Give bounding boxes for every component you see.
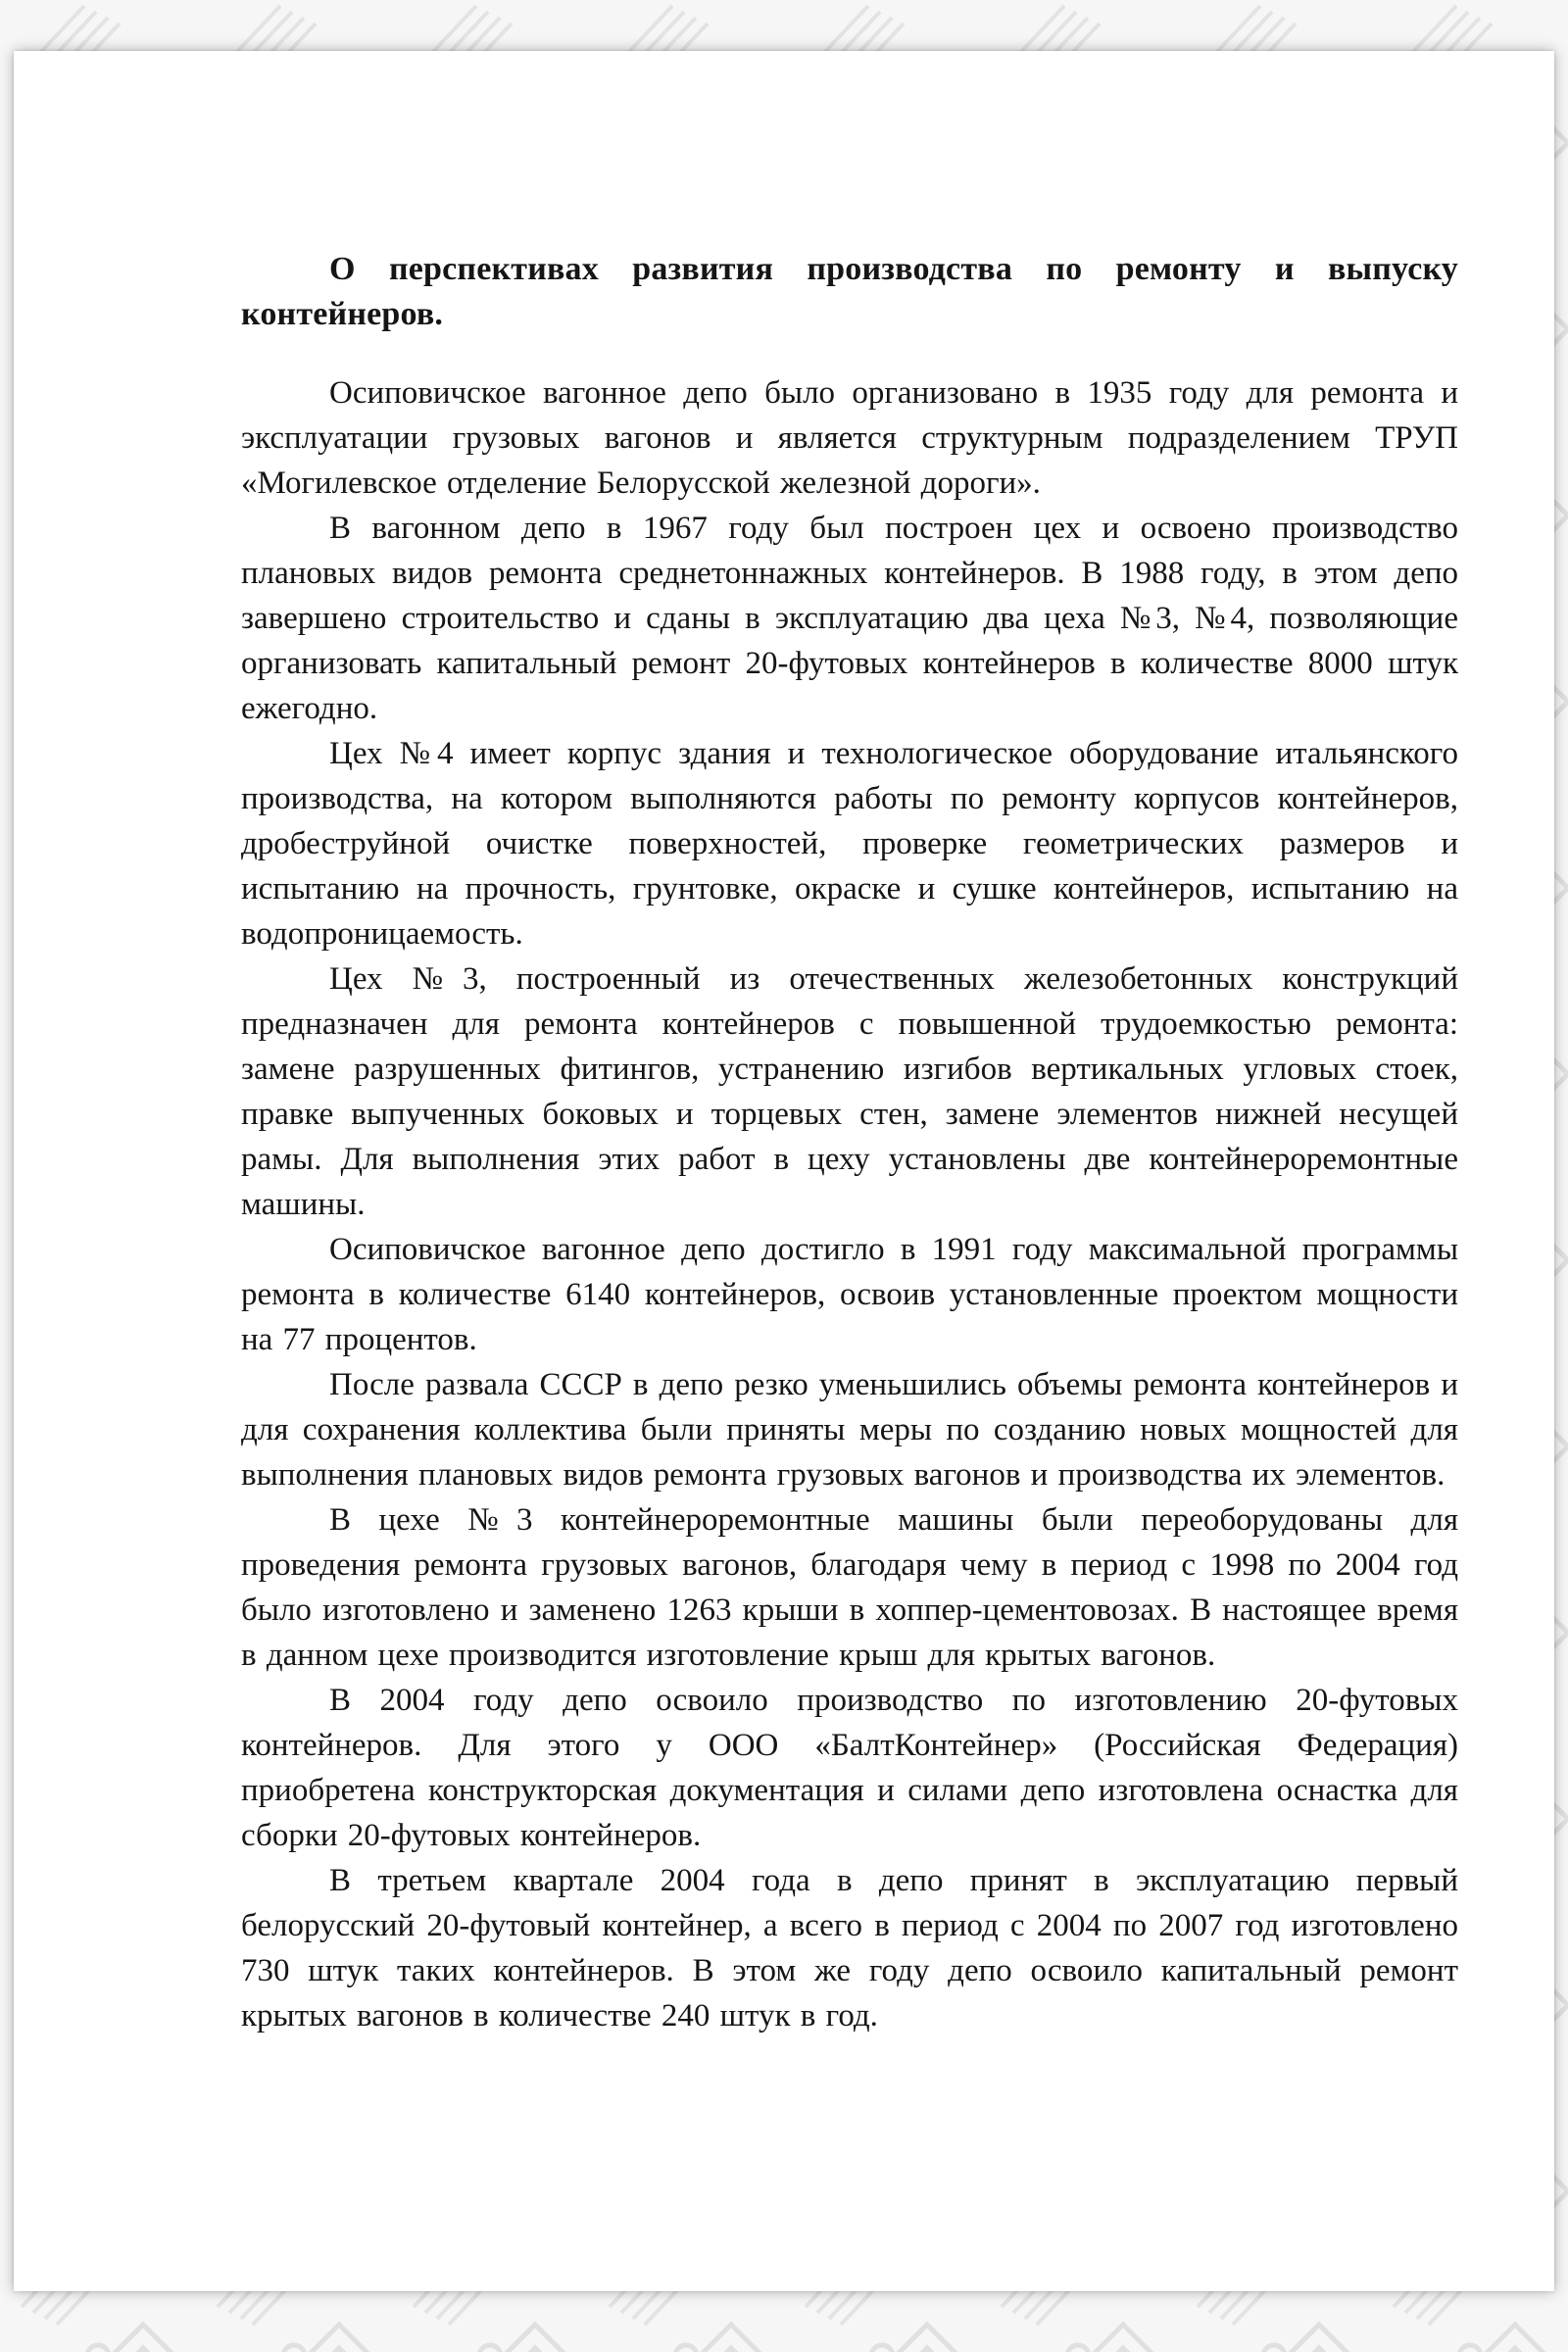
paragraph-workshop-3: Цех №3, построенный из отечественных железобетонных конструкций предназначен для ремонта контейнеров с повышенной трудоемкостью ремонта: замене разрушенных фитингов, устранению изгибов вертикальных угловых стоек, правке выпученных боковых и торцевых стен, замене элементов нижней несущей рамы. Для выполнения этих работ в цеху установлены две контейнероремонтные машины. <box>241 961 1458 1222</box>
document-body <box>241 370 1458 2038</box>
paragraph-after-ussr: После развала СССР в депо резко уменьшились объемы ремонта контейнеров и для сохранения коллектива были приняты меры по созданию новых мощностей для выполнения плановых видов ремонта грузовых вагонов и производства их элементов. <box>241 1367 1458 1493</box>
document-title: О перспективах развития производства по ремонту и выпуску контейнеров. <box>241 251 1458 332</box>
document-page <box>14 51 1554 2291</box>
paragraph-depot-founding: Осиповичское вагонное депо было организовано в 1935 году для ремонта и эксплуатации грузовых вагонов и является структурным подразделением ТРУП «Могилевское отделение Белорусской железной дороги». <box>241 375 1458 501</box>
paragraph-workshops-built: В вагонном депо в 1967 году был построен цех и освоено производство плановых видов ремонта среднетоннажных контейнеров. В 1988 году, в этом депо завершено строительство и сданы в эксплуатацию два цеха №3, №4, позволяющие организовать капитальный ремонт 20-футовых контейнеров в количестве 8000 штук ежегодно. <box>241 511 1458 726</box>
paragraph-1991-record: Осиповичское вагонное депо достигло в 1991 году максимальной программы ремонта в количестве 6140 контейнеров, освоив установленные проектом мощности на 77 процентов. <box>241 1232 1458 1357</box>
paragraph-roof-production: В цехе №3 контейнероремонтные машины были переоборудованы для проведения ремонта грузовых вагонов, благодаря чему в период с 1998 по 2004 год было изготовлено и заменено 1263 крыши в хоппер-цементовозах. В настоящее время в данном цехе производится изготовление крыш для крытых вагонов. <box>241 1502 1458 1673</box>
paragraph-first-container: В третьем квартале 2004 года в депо принят в эксплуатацию первый белорусский 20-футовый контейнер, а всего в период с 2004 по 2007 год изготовлено 730 штук таких контейнеров. В этом же году депо освоило капитальный ремонт крытых вагонов в количестве 240 штук в год. <box>241 1863 1458 2034</box>
paragraph-workshop-4: Цех №4 имеет корпус здания и технологическое оборудование итальянского производства, на котором выполняются работы по ремонту корпусов контейнеров, дробеструйной очистке поверхностей, проверке геометрических размеров и испытанию на прочность, грунтовке, окраске и сушке контейнеров, испытанию на водопроницаемость. <box>241 736 1458 952</box>
paragraph-container-production: В 2004 году депо освоило производство по изготовлению 20-футовых контейнеров. Для этого у ООО «БалтКонтейнер» (Российская Федерация) приобретена конструкторская документация и силами депо изготовлена оснастка для сборки 20-футовых контейнеров. <box>241 1683 1458 1853</box>
